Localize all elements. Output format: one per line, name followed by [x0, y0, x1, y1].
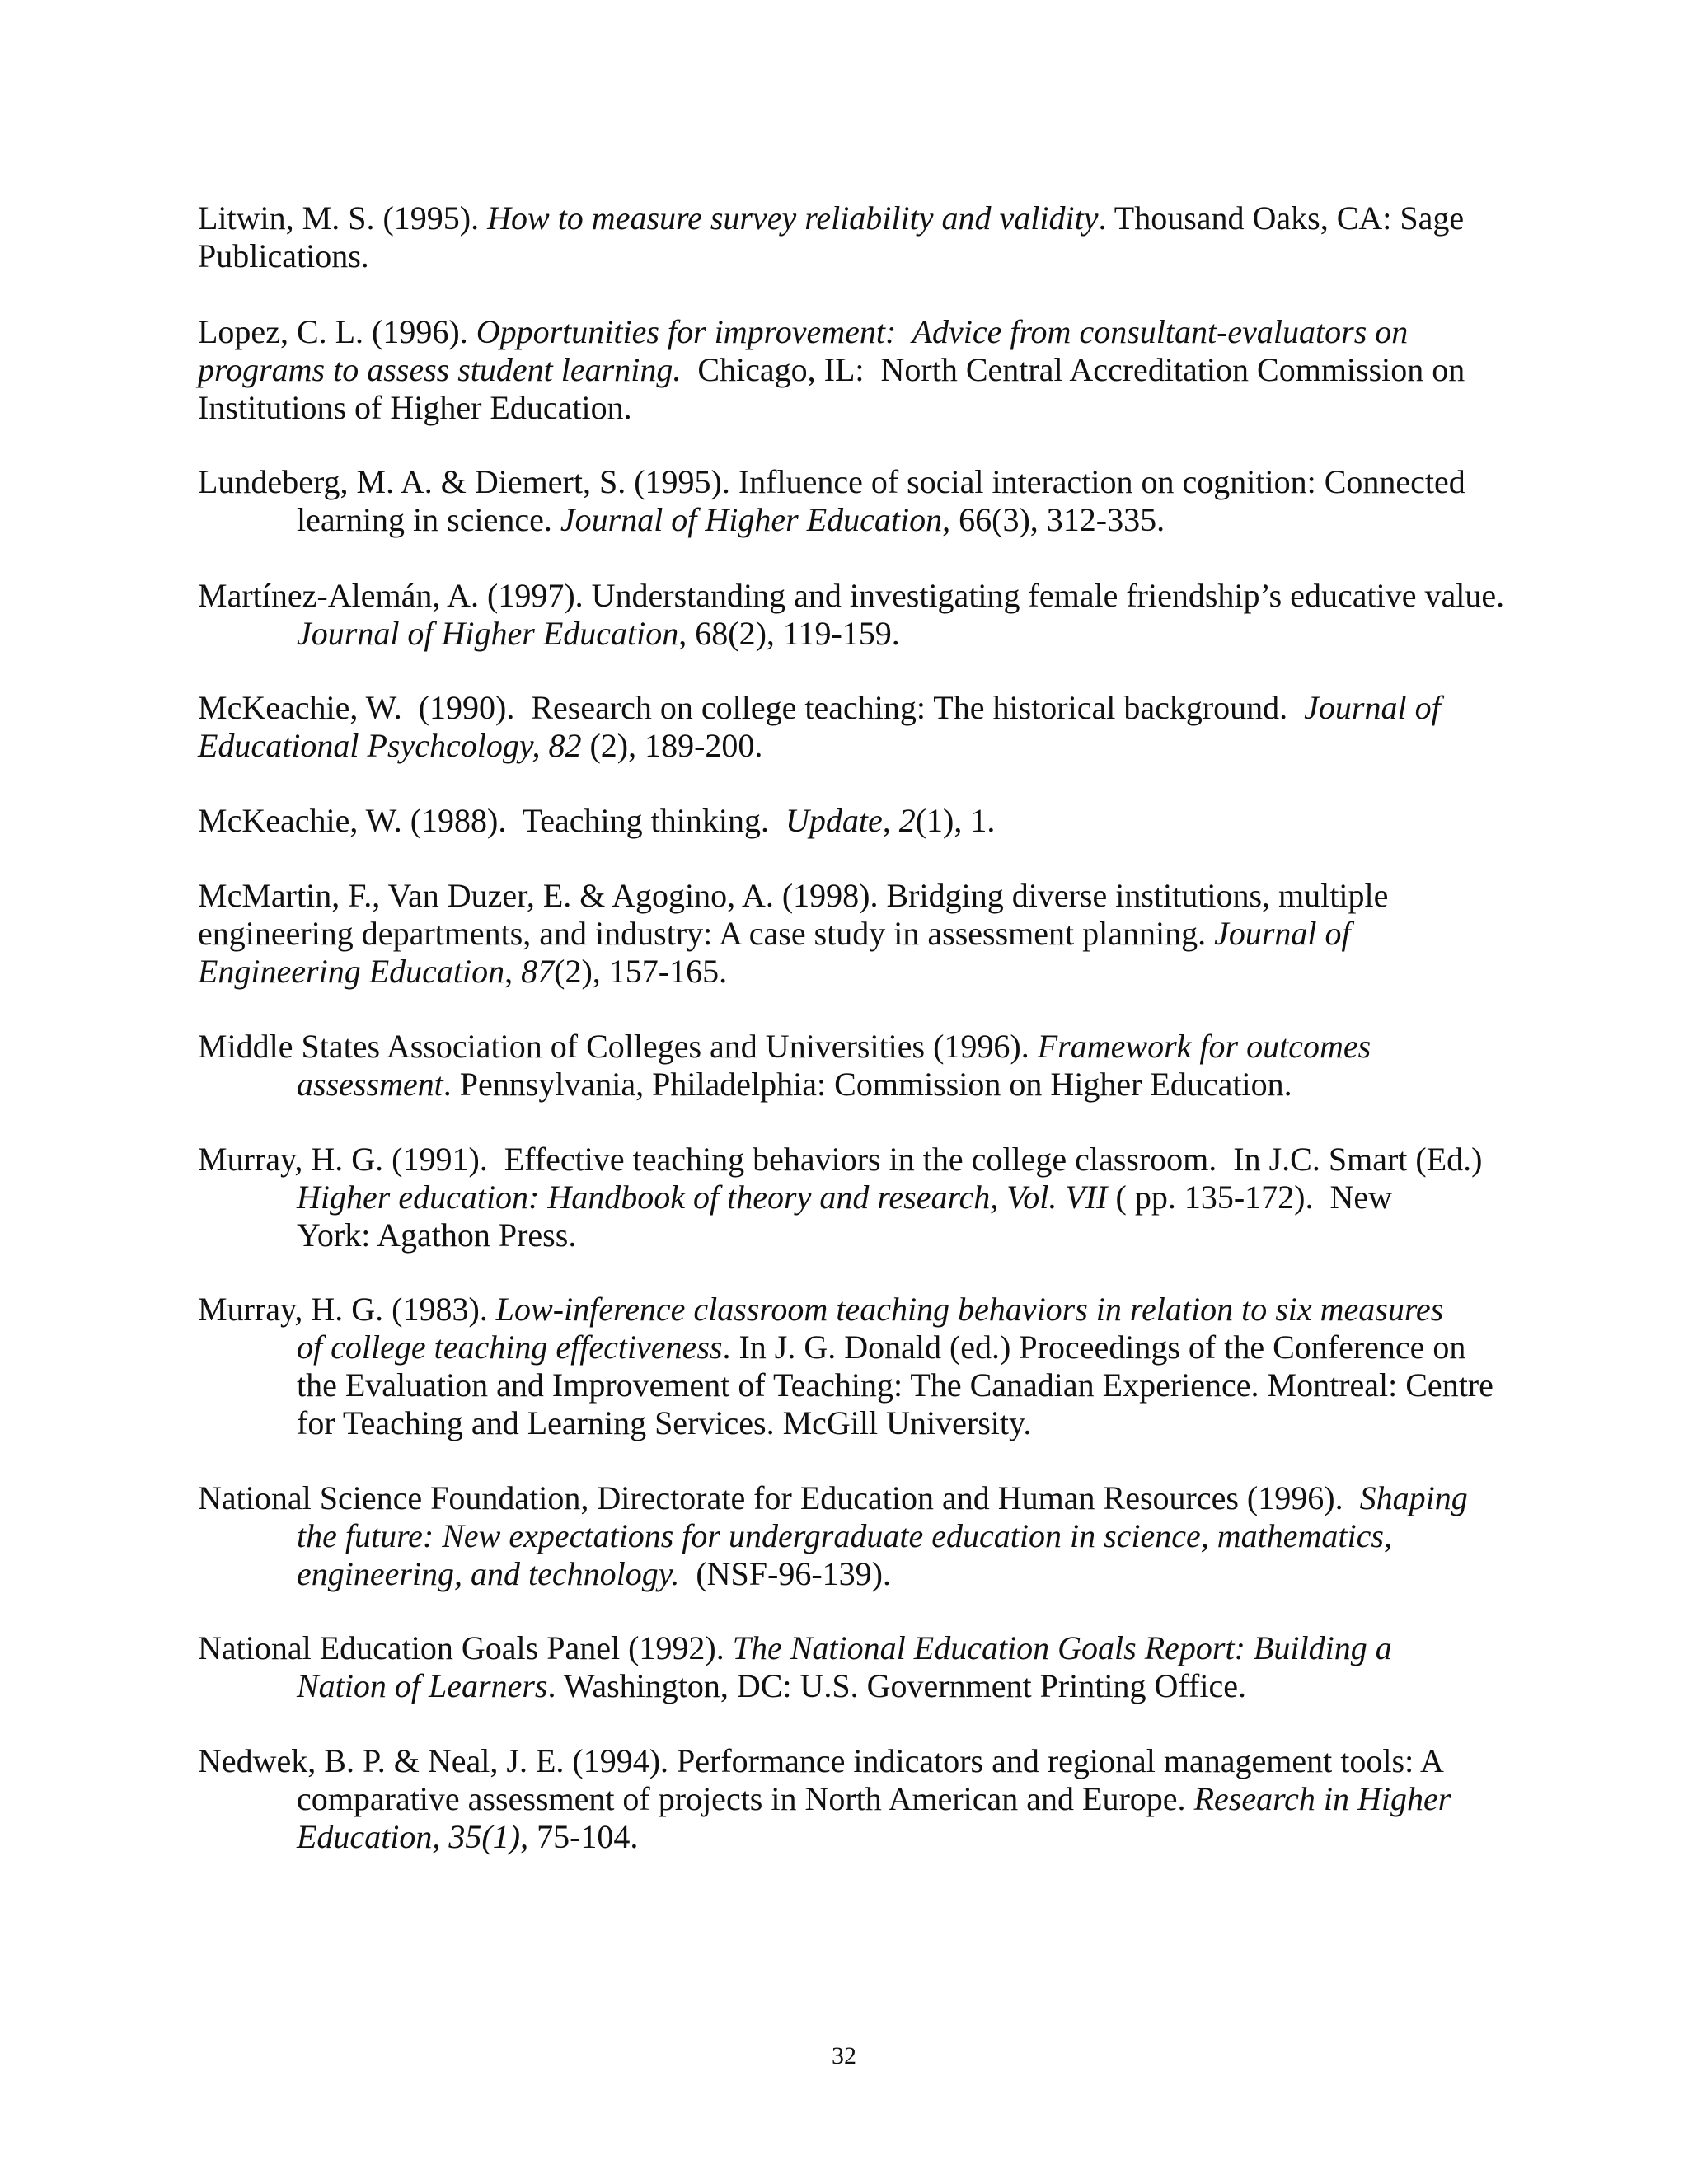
reference-line — [198, 1555, 1517, 1593]
text-run: ( pp. 135-172). New — [1107, 1179, 1392, 1216]
text-run: engineering departments, and industry: A case study in assessment planning. — [198, 915, 1215, 952]
reference-line — [198, 1066, 1517, 1104]
reference-line — [198, 463, 1517, 501]
reference-line — [198, 577, 1517, 615]
italic-text: Opportunities for improvement: Advice from consultant-evaluators on — [476, 313, 1409, 350]
italic-text: Shaping — [1359, 1479, 1468, 1516]
reference-line — [198, 1667, 1517, 1705]
text-run: McKeachie, W. (1988). Teaching thinking. — [198, 802, 785, 839]
italic-text: Framework for outcomes — [1037, 1028, 1372, 1065]
italic-text: Nation of Learners — [297, 1667, 548, 1704]
text-run: . Thousand Oaks, CA: Sage — [1098, 199, 1465, 237]
reference-line — [198, 953, 1517, 991]
text-run: for Teaching and Learning Services. McGill University. — [297, 1404, 1032, 1441]
text-run: Murray, H. G. (1983). — [198, 1291, 496, 1328]
reference-line — [198, 1517, 1517, 1555]
reference-line — [198, 237, 1517, 275]
reference-line — [198, 389, 1517, 427]
reference-line — [198, 1742, 1517, 1780]
italic-text: How to measure survey reliability and validity — [487, 199, 1099, 237]
text-run: Lopez, C. L. (1996). — [198, 313, 476, 350]
text-run: Lundeberg, M. A. & Diemert, S. (1995). Influence of social interaction on cognition: Connected — [198, 463, 1465, 500]
reference-entry — [198, 1479, 1517, 1593]
text-run: Middle States Association of Colleges and Universities (1996). — [198, 1028, 1038, 1065]
reference-line — [198, 689, 1517, 727]
reference-entry — [198, 1141, 1517, 1254]
reference-entry — [198, 463, 1517, 539]
text-run: . Washington, DC: U.S. Government Printing Office. — [547, 1667, 1246, 1704]
reference-line — [198, 1366, 1517, 1404]
italic-text: Higher education: Handbook of theory and research, Vol. VII — [297, 1179, 1108, 1216]
text-run: , 75-104. — [520, 1818, 639, 1855]
italic-text: Education, 35(1) — [297, 1818, 521, 1855]
reference-entry — [198, 1742, 1517, 1856]
reference-line — [198, 313, 1517, 351]
italic-text: of college teaching effectiveness — [297, 1329, 723, 1366]
text-run: learning in science. — [297, 501, 560, 538]
reference-entry — [198, 877, 1517, 991]
text-run: (1), 1. — [915, 802, 996, 839]
reference-line — [198, 1028, 1517, 1066]
reference-entry — [198, 313, 1517, 427]
italic-text: Update, 2 — [785, 802, 916, 839]
text-run: comparative assessment of projects in North American and Europe. — [297, 1780, 1194, 1817]
reference-line — [198, 877, 1517, 915]
text-run: Murray, H. G. (1991). Effective teaching behaviors in the college classroom. In J.C. Smart (Ed.) — [198, 1141, 1483, 1178]
reference-line — [198, 1404, 1517, 1442]
text-run: , 66(3), 312-335. — [942, 501, 1165, 538]
text-run: Institutions of Higher Education. — [198, 389, 632, 426]
text-run: (NSF-96-139). — [679, 1555, 892, 1592]
text-run: , 68(2), 119-159. — [678, 615, 900, 652]
reference-entry — [198, 199, 1517, 275]
reference-line — [198, 615, 1517, 653]
text-run: . Pennsylvania, Philadelphia: Commission on Higher Education. — [443, 1066, 1292, 1103]
text-run: McKeachie, W. (1990). Research on college teaching: The historical background. — [198, 689, 1305, 726]
text-run: York: Agathon Press. — [297, 1216, 577, 1254]
text-run: Publications. — [198, 237, 369, 274]
italic-text: Educational Psychcology, 82 — [198, 727, 582, 764]
text-run: (2), 189-200. — [581, 727, 763, 764]
italic-text: Engineering Education — [198, 953, 505, 990]
italic-text: Research in Higher — [1193, 1780, 1451, 1817]
reference-line — [198, 1291, 1517, 1329]
text-run: the Evaluation and Improvement of Teaching: The Canadian Experience. Montreal: Centre — [297, 1366, 1493, 1404]
reference-line — [198, 1141, 1517, 1179]
text-run: . In J. G. Donald (ed.) Proceedings of the Conference on — [722, 1329, 1466, 1366]
reference-entry — [198, 1028, 1517, 1104]
italic-text: assessment — [297, 1066, 443, 1103]
page-number: 32 — [832, 2042, 856, 2069]
text-run: Nedwek, B. P. & Neal, J. E. (1994). Performance indicators and regional management tools: A — [198, 1742, 1444, 1779]
reference-line — [198, 199, 1517, 237]
reference-line — [198, 1329, 1517, 1366]
text-run: (2), 157-165. — [554, 953, 728, 990]
reference-entry — [198, 1291, 1517, 1442]
italic-text: programs to assess student learning. — [198, 351, 682, 388]
reference-line — [198, 1479, 1517, 1517]
reference-line — [198, 1216, 1517, 1254]
text-run: Martínez-Alemán, A. (1997). Understanding and investigating female friendship’s educative value. — [198, 577, 1505, 614]
italic-text: engineering, and technology. — [297, 1555, 680, 1592]
reference-entry — [198, 802, 1517, 840]
italic-text: Journal of — [1214, 915, 1351, 952]
italic-text: The National Education Goals Report: Building a — [732, 1629, 1392, 1666]
reference-line — [198, 1179, 1517, 1216]
reference-entry — [198, 689, 1517, 765]
italic-text: 87 — [521, 953, 555, 990]
reference-line — [198, 1818, 1517, 1856]
reference-entry — [198, 577, 1517, 653]
text-run: National Science Foundation, Directorate for Education and Human Resources (1996). — [198, 1479, 1360, 1516]
italic-text: Low-inference classroom teaching behaviors in relation to six measures — [495, 1291, 1444, 1328]
reference-line — [198, 501, 1517, 539]
italic-text: Journal of Higher Education — [560, 501, 943, 538]
reference-line — [198, 802, 1517, 840]
reference-line — [198, 727, 1517, 765]
reference-line — [198, 915, 1517, 953]
reference-line — [198, 1629, 1517, 1667]
text-run: Litwin, M. S. (1995). — [198, 199, 488, 237]
text-run: National Education Goals Panel (1992). — [198, 1629, 733, 1666]
reference-entry — [198, 1629, 1517, 1705]
text-run: Chicago, IL: North Central Accreditation Commission on — [681, 351, 1465, 388]
italic-text: Journal of Higher Education — [297, 615, 679, 652]
reference-line — [198, 351, 1517, 389]
italic-text: Journal of — [1304, 689, 1441, 726]
italic-text: the future: New expectations for undergraduate education in science, mathematics, — [297, 1517, 1392, 1554]
reference-line — [198, 1780, 1517, 1818]
text-run: McMartin, F., Van Duzer, E. & Agogino, A. (1998). Bridging diverse institutions, multiple — [198, 877, 1389, 914]
text-run: , — [504, 953, 522, 990]
